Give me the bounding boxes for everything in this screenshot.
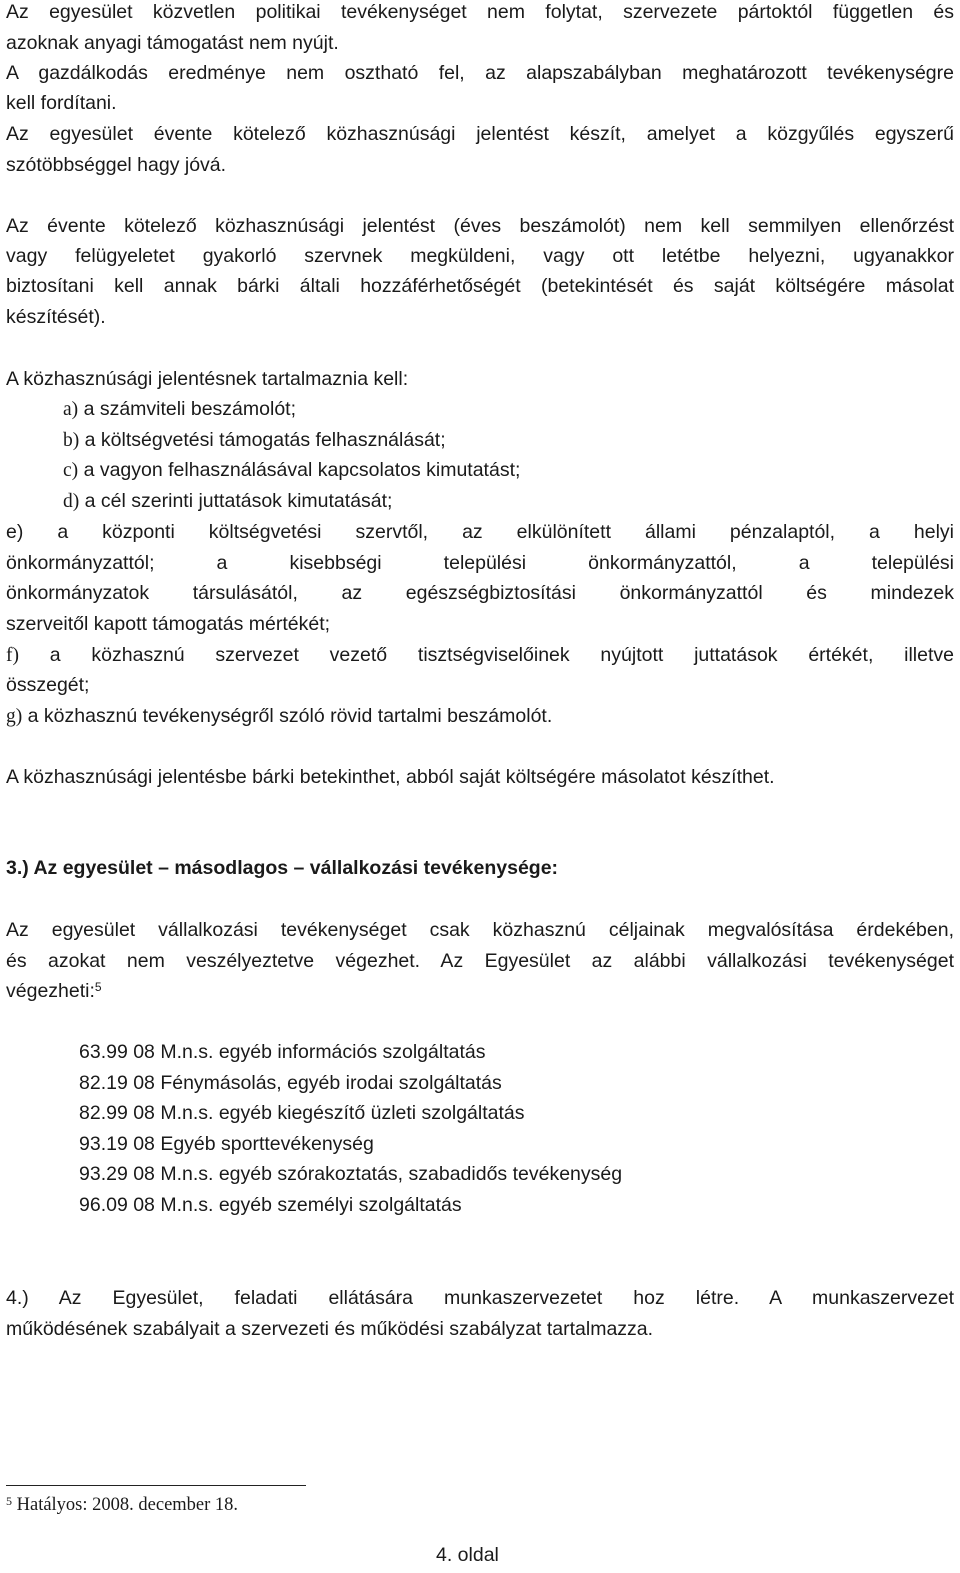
- paragraph-line: Az egyesület évente kötelező közhasznúsági jelentést készít, amelyet a közgyűlés egyszerű: [6, 123, 954, 145]
- list-item: [63, 394, 296, 425]
- paragraph-text: végezheti:: [6, 980, 95, 1002]
- activity-item: 82.19 08 Fénymásolás, egyéb irodai szolgáltatás: [79, 1072, 502, 1094]
- list-item-text: a költségvetési támogatás felhasználását;: [84, 429, 446, 451]
- paragraph-line: szótöbbséggel hagy jóvá.: [6, 154, 227, 176]
- paragraph-line: Az egyesület vállalkozási tevékenységet csak közhasznú céljainak megvalósítása érdekében,: [6, 919, 954, 941]
- list-item: [63, 455, 520, 486]
- list-item-f-line: [6, 640, 954, 671]
- list-item-e-line: önkormányzatok társulásától, az egészségbiztosítási önkormányzattól és mindezek: [6, 582, 954, 604]
- paragraph-line: készítését).: [6, 306, 106, 328]
- footnote-number: 5: [6, 1494, 12, 1508]
- list-item-text: a közhasznú tevékenységről szóló rövid tartalmi beszámolót.: [27, 705, 553, 727]
- list-item: [63, 486, 392, 517]
- list-item-e-line: e) a központi költségvetési szervtől, az elkülönített állami pénzalaptól, a helyi: [6, 521, 954, 543]
- section-heading: 3.) Az egyesület – másodlagos – vállalkozási tevékenysége:: [6, 857, 559, 879]
- paragraph-line: működésének szabályait a szervezeti és működési szabályzat tartalmazza.: [6, 1318, 654, 1340]
- activity-item: 93.19 08 Egyéb sporttevékenység: [79, 1133, 374, 1155]
- footnote-text: Hatályos: 2008. december 18.: [16, 1495, 239, 1515]
- list-marker: d): [63, 491, 80, 512]
- list-item: [63, 425, 446, 456]
- page-number: 4. oldal: [436, 1544, 499, 1566]
- footnote: [6, 1490, 238, 1520]
- list-item-text: a vagyon felhasználásával kapcsolatos kimutatást;: [83, 459, 521, 481]
- list-intro: A közhasznúsági jelentésnek tartalmaznia kell:: [6, 368, 409, 390]
- list-item-text: a közhasznú szervezet vezető tisztségviselőinek nyújtott juttatások értékét, illetve: [49, 644, 954, 666]
- paragraph-line: azoknak anyagi támogatást nem nyújt.: [6, 32, 339, 54]
- paragraph-line: A közhasznúsági jelentésbe bárki betekinthet, abból saját költségére másolatot készíthet.: [6, 766, 775, 788]
- list-marker: c): [63, 460, 79, 481]
- paragraph-line: A gazdálkodás eredménye nem osztható fel, az alapszabályban meghatározott tevékenységre: [6, 62, 954, 84]
- footnote-divider: [6, 1485, 306, 1486]
- paragraph-line: 4.) Az Egyesület, feladati ellátására munkaszervezetet hoz létre. A munkaszervezet: [6, 1287, 954, 1309]
- paragraph-line: biztosítani kell annak bárki általi hozzáférhetőségét (betekintését és saját költségére másolat: [6, 275, 954, 297]
- paragraph-line: Az egyesület közvetlen politikai tevékenységet nem folytat, szervezete pártoktól független és: [6, 1, 954, 23]
- list-item-text: a cél szerinti juttatások kimutatását;: [84, 490, 393, 512]
- list-marker: g): [6, 706, 23, 727]
- activity-item: 93.29 08 M.n.s. egyéb szórakoztatás, szabadidős tevékenység: [79, 1163, 623, 1185]
- paragraph-line: Az évente kötelező közhasznúsági jelentést (éves beszámolót) nem kell semmilyen ellenőrzést: [6, 215, 954, 237]
- activity-item: 96.09 08 M.n.s. egyéb személyi szolgáltatás: [79, 1194, 462, 1216]
- footnote-reference[interactable]: 5: [94, 980, 102, 994]
- activity-item: 63.99 08 M.n.s. egyéb információs szolgáltatás: [79, 1041, 486, 1063]
- list-marker: f): [6, 645, 19, 666]
- paragraph-line: [6, 976, 102, 1007]
- list-item-text: a számviteli beszámolót;: [83, 398, 296, 420]
- list-item-f-line: összegét;: [6, 674, 90, 696]
- list-item-e-line: szerveitől kapott támogatás mértékét;: [6, 613, 331, 635]
- list-marker: a): [63, 399, 79, 420]
- list-item-e-line: önkormányzattól; a kisebbségi települési önkormányzattól, a települési: [6, 552, 954, 574]
- paragraph-line: kell fordítani.: [6, 92, 117, 114]
- list-marker: b): [63, 430, 80, 451]
- activity-item: 82.99 08 M.n.s. egyéb kiegészítő üzleti szolgáltatás: [79, 1102, 525, 1124]
- paragraph-line: vagy felügyeletet gyakorló szervnek megküldeni, vagy ott letétbe helyezni, ugyanakkor: [6, 245, 954, 267]
- list-item: [6, 701, 552, 732]
- paragraph-line: és azokat nem veszélyeztetve végezhet. Az Egyesület az alábbi vállalkozási tevékenységet: [6, 950, 954, 972]
